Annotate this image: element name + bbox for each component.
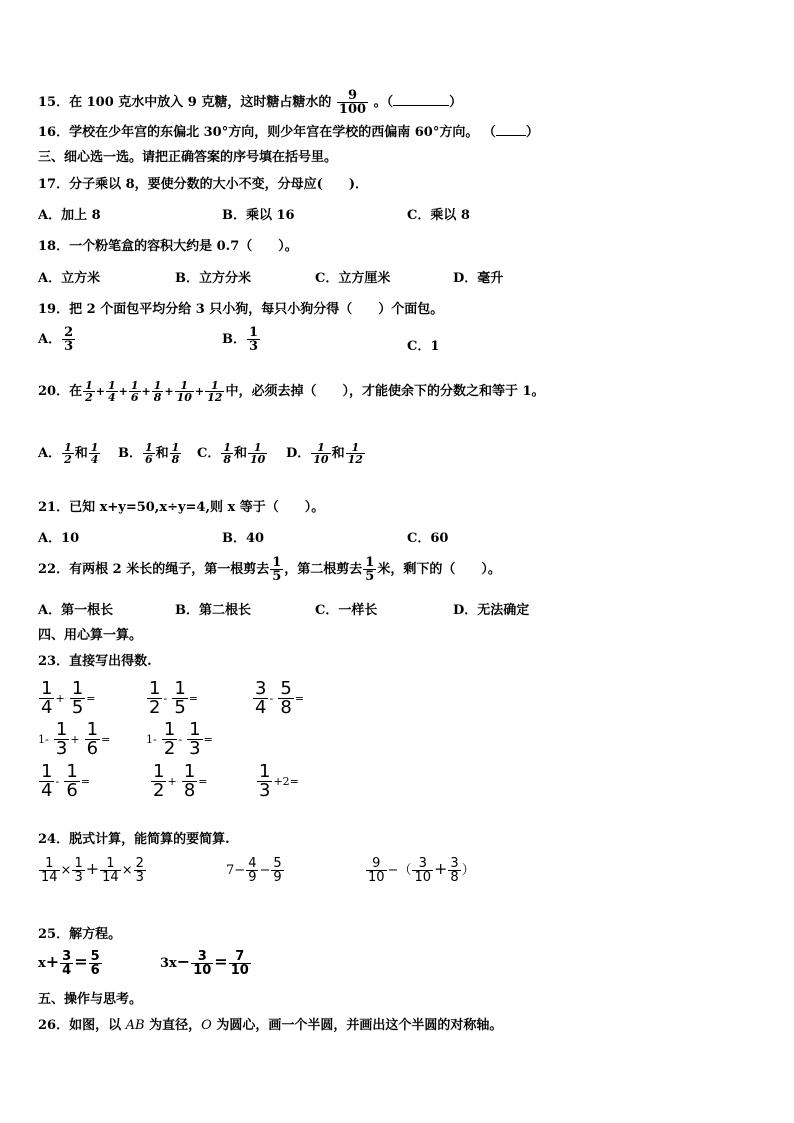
q24-expr-3: $\frac{9}{10}$ −（ $\frac{3}{10}$ + $\frac{3}{8}$ ）	[368, 856, 475, 885]
fraction: $\frac{1}{5}$	[272, 555, 282, 584]
question-18: 18．一个粉笔盒的容积大约是 0.7（ ）。	[38, 239, 298, 254]
answer-blank[interactable]	[496, 135, 526, 136]
q20-option-c[interactable]: C． $\frac{1}{8}$ 和 $\frac{1}{10}$	[197, 441, 266, 466]
plus-sign: +	[194, 385, 205, 398]
fraction: $\frac{1}{4}$	[90, 441, 99, 466]
q23-expr-3: $\frac{3}{4}$ - $\frac{5}{8}$ =	[255, 678, 304, 718]
section-3-heading: 三、细心选一选。请把正确答案的序号填在括号里。	[38, 150, 338, 165]
fraction: $\frac{1}{4}$	[107, 379, 116, 404]
q24-expr-1: $\frac{1}{14}$ × $\frac{1}{3}$ + $\frac{1}{14}$ × $\frac{2}{3}$	[41, 856, 144, 885]
q21-option-c[interactable]: C．60	[407, 531, 449, 546]
plus-sign: +	[164, 385, 174, 398]
q23-expr-2: $\frac{1}{2}$ - $\frac{1}{5}$ =	[149, 678, 198, 718]
section-4-heading: 四、用心算一算。	[38, 628, 143, 643]
q19-option-b[interactable]: B． $\frac{1}{3}$	[222, 325, 259, 354]
q19-option-c[interactable]: C．1	[407, 339, 440, 354]
q22-option-a[interactable]: A．第一根长	[38, 603, 114, 618]
q17-option-b[interactable]: B．乘以 16	[222, 208, 295, 223]
fraction: $\frac{1}{10}$	[250, 441, 266, 466]
q25-equation-1: x+ $\frac{3}{4}$ = $\frac{5}{6}$	[38, 949, 100, 978]
q17-option-c[interactable]: C．乘以 8	[407, 208, 470, 223]
q20-option-d[interactable]: D． $\frac{1}{10}$ 和 $\frac{1}{12}$	[286, 441, 363, 466]
q22-option-b[interactable]: B．第二根长	[175, 603, 251, 618]
fraction: $\frac{1}{8}$	[223, 441, 232, 466]
fraction: $\frac{1}{3}$	[249, 325, 259, 354]
q22-option-c[interactable]: C．一样长	[315, 603, 378, 618]
q15-fraction: $\frac{9}{100}$	[338, 88, 367, 117]
fraction: $\frac{1}{10}$	[176, 379, 192, 404]
q23-expr-5: 1- $\frac{1}{2}$ - $\frac{1}{3}$ =	[146, 719, 213, 759]
q24-expr-2: 7− $\frac{4}{9}$ − $\frac{5}{9}$	[226, 856, 282, 885]
q21-option-b[interactable]: B．40	[222, 531, 265, 546]
fraction: $\frac{1}{8}$	[171, 441, 180, 466]
q23-expr-1: $\frac{1}{4}$ + $\frac{1}{5}$ =	[41, 678, 96, 718]
question-26: 26．如图，以 AB 为直径，O 为圆心，画一个半圆，并画出这个半圆的对称轴。	[38, 1018, 503, 1033]
question-24: 24．脱式计算，能简算的要简算.	[38, 832, 230, 847]
fraction: $\frac{1}{6}$	[145, 441, 153, 466]
q20-fraction-list	[82, 379, 225, 404]
question-25: 25．解方程。	[38, 927, 122, 942]
fraction: $\frac{1}{5}$	[365, 555, 375, 584]
question-23: 23．直接写出得数.	[38, 654, 152, 669]
answer-blank[interactable]	[393, 105, 449, 106]
plus-sign: +	[118, 385, 128, 398]
fraction: $\frac{1}{8}$	[153, 379, 162, 404]
q25-equation-2: 3x− $\frac{3}{10}$ = $\frac{7}{10}$	[160, 949, 249, 978]
question-20: 20．在 $\frac{1}{2}$ + $\frac{1}{4}$ + $\frac{1}{6}$ + $\frac{1}{8}$ + $\frac{1}{10}$ + $\frac{1}{12}$ 中，必须去掉（ ），才能使余下的分数之和等于 1。	[38, 379, 545, 404]
question-17: 17．分子乘以 8，要使分数的大小不变，分母应( )．	[38, 177, 368, 192]
fraction: $\frac{2}{3}$	[64, 325, 74, 354]
section-5-heading: 五、操作与思考。	[38, 992, 143, 1007]
fraction: $\frac{1}{2}$	[64, 441, 72, 466]
q15-text: 15．在 100 克水中放入 9 克糖，这时糖占糖水的	[38, 95, 332, 110]
fraction: $\frac{1}{6}$	[130, 379, 139, 404]
q20-option-a[interactable]: A． $\frac{1}{2}$ 和 $\frac{1}{4}$	[38, 441, 99, 466]
q18-option-c[interactable]: C．立方厘米	[315, 271, 391, 286]
question-19: 19．把 2 个面包平均分给 3 只小狗，每只小狗分得（ ）个面包。	[38, 302, 444, 317]
q18-option-a[interactable]: A．立方米	[38, 271, 101, 286]
fraction: $\frac{1}{12}$	[207, 379, 223, 404]
q19-option-a[interactable]: A． $\frac{2}{3}$	[38, 325, 74, 354]
q18-option-d[interactable]: D．毫升	[453, 271, 504, 286]
question-22: 22．有两根 2 米长的绳子，第一根剪去 $\frac{1}{5}$ ，第二根剪去 $\frac{1}{5}$ 米，剩下的（ ）。	[38, 555, 501, 584]
q18-option-b[interactable]: B．立方分米	[175, 271, 251, 286]
question-21: 21．已知 x+y=50,x÷y=4,则 x 等于（ ）。	[38, 500, 325, 515]
q23-expr-4: 1- $\frac{1}{3}$ + $\frac{1}{6}$ =	[38, 719, 111, 759]
q20-option-b[interactable]: B． $\frac{1}{6}$ 和 $\frac{1}{8}$	[118, 441, 180, 466]
question-15: 15．在 100 克水中放入 9 克糖，这时糖占糖水的 $\frac{9}{100}$ 。（ ）	[38, 88, 463, 117]
plus-sign: +	[141, 385, 151, 398]
q17-option-a[interactable]: A．加上 8	[38, 208, 101, 223]
q22-option-d[interactable]: D．无法确定	[453, 603, 530, 618]
plus-sign: +	[95, 385, 105, 398]
q23-expr-8: $\frac{1}{3}$ +2=	[259, 761, 299, 801]
fraction: $\frac{1}{12}$	[347, 441, 363, 466]
q21-option-a[interactable]: A．10	[38, 531, 80, 546]
q23-expr-7: $\frac{1}{2}$ + $\frac{1}{8}$ =	[153, 761, 208, 801]
question-16: 16．学校在少年宫的东偏北 30°方向，则少年宫在学校的西偏南 60°方向。 （ ）	[38, 125, 539, 140]
q23-expr-6: $\frac{1}{4}$ - $\frac{1}{6}$ =	[41, 761, 90, 801]
fraction: $\frac{1}{10}$	[313, 441, 329, 466]
fraction: $\frac{1}{2}$	[85, 379, 93, 404]
